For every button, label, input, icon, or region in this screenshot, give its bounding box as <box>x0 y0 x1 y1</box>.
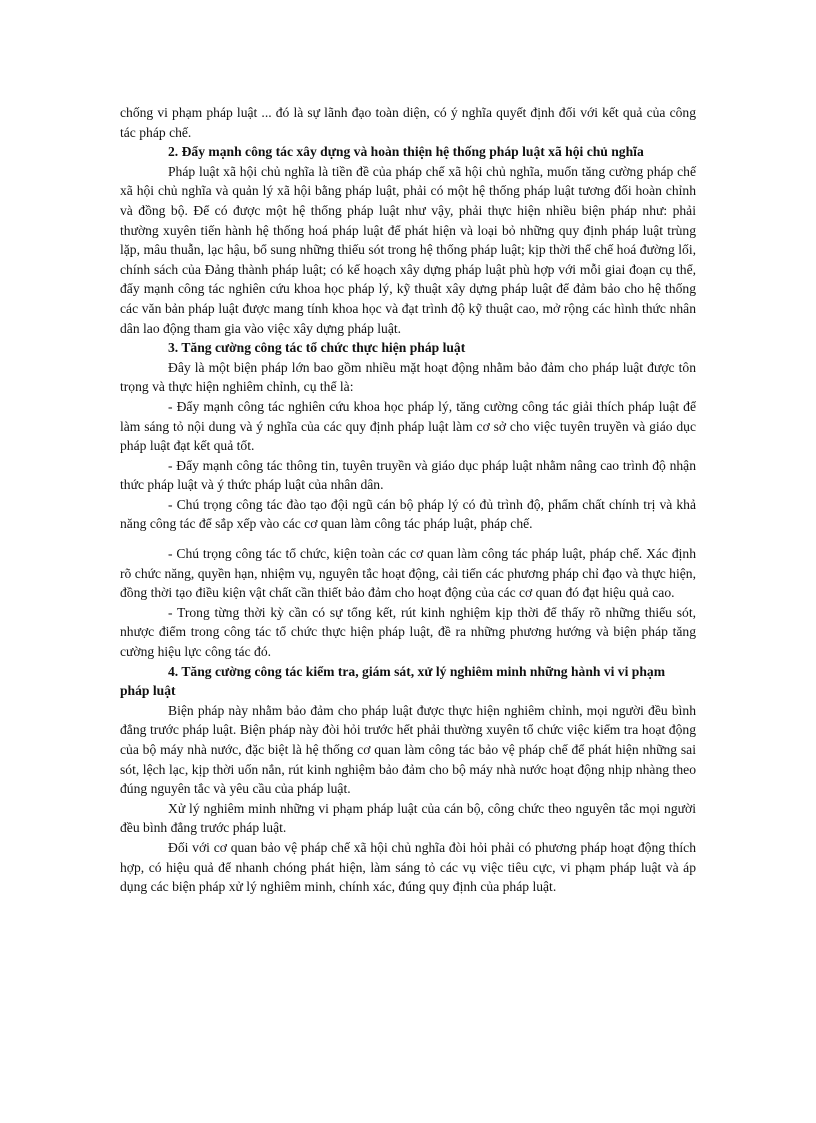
paragraph-section-4: Biện pháp này nhằm bảo đảm cho pháp luật được thực hiện nghiêm chỉnh, mọi người đều bình đẳng trước pháp luật. Biện pháp này đòi hỏi trước hết phải thường xuyên tổ chức việc kiểm tra hoạt động của bộ máy nhà nước, đặc biệt là hệ thống cơ quan làm công tác bảo vệ pháp chế để phát hiện những sai sót, lệch lạc, kịp thời uốn nắn, rút kinh nghiệm bảo đảm cho bộ máy nhà nước hoạt động nhịp nhàng theo đúng nguyên tắc và yêu cầu của pháp luật. <box>120 702 696 797</box>
paragraph-section-4-b: Xử lý nghiêm minh những vi phạm pháp luật của cán bộ, công chức theo nguyên tắc mọi người đều bình đẳng trước pháp luật. <box>120 800 696 836</box>
paragraph-section-3-item-2: - Đẩy mạnh công tác thông tin, tuyên truyền và giáo dục pháp luật nhằm nâng cao trình độ nhận thức pháp luật và ý thức pháp luật của nhân dân. <box>120 457 696 493</box>
paragraph-section-3: Đây là một biện pháp lớn bao gồm nhiều mặt hoạt động nhằm bảo đảm cho pháp luật được tôn trọng và thực hiện nghiêm chỉnh, cụ thể là: <box>120 359 696 395</box>
paragraph-section-3-item-4: - Chú trọng công tác tổ chức, kiện toàn các cơ quan làm công tác pháp luật, pháp chế. Xác định rõ chức năng, quyền hạn, nhiệm vụ, nguyên tắc hoạt động, cải tiến các phương pháp chỉ đạo và thực hiện, đồng thời tạo điều kiện vật chất cần thiết bảo đảm cho hoạt động của các cơ quan đó đạt hiệu quả cao. <box>120 546 696 601</box>
paragraph-section-4-c: Đối với cơ quan bảo vệ pháp chế xã hội chủ nghĩa đòi hỏi phải có phương pháp hoạt động thích hợp, có hiệu quả để nhanh chóng phát hiện, làm sáng tỏ các vụ việc tiêu cực, vi phạm pháp luật và áp dụng các biện pháp xử lý nghiêm minh, chính xác, đúng quy định của pháp luật. <box>120 839 696 895</box>
paragraph-section-3-item-3: - Chú trọng công tác đào tạo đội ngũ cán bộ pháp lý có đủ trình độ, phẩm chất chính trị và khả năng công tác để sắp xếp vào các cơ quan làm công tác pháp luật, pháp chế. <box>120 496 696 532</box>
heading-section-4: 4. Tăng cường công tác kiểm tra, giám sát, xử lý nghiêm minh những hành vi vi phạm pháp luật <box>120 663 666 699</box>
heading-section-2: 2. Đẩy mạnh công tác xây dựng và hoàn thiện hệ thống pháp luật xã hội chủ nghĩa <box>168 144 644 160</box>
heading-section-3: 3. Tăng cường công tác tổ chức thực hiện pháp luật <box>168 340 466 356</box>
paragraph-section-3-item-1: - Đẩy mạnh công tác nghiên cứu khoa học pháp lý, tăng cường công tác giải thích pháp luật để làm sáng tỏ nội dung và ý nghĩa của các quy định pháp luật làm cơ sở cho việc tuyên truyền và giáo dục pháp luật đạt kết quả tốt. <box>120 398 696 454</box>
paragraph-section-2: Pháp luật xã hội chủ nghĩa là tiền đề của pháp chế xã hội chủ nghĩa, muốn tăng cường pháp chế xã hội chủ nghĩa và quản lý xã hội bằng pháp luật, phải có một hệ thống pháp luật tương đối hoàn chỉnh và đồng bộ. Để có được một hệ thống pháp luật như vậy, phải thực hiện nhiều biện pháp như: phải thường xuyên tiến hành hệ thống hoá pháp luật để phát hiện và loại bỏ những quy định pháp luật trùng lặp, mâu thuẫn, lạc hậu, bổ sung những thiếu sót trong hệ thống pháp luật; kịp thời thể chế hoá đường lối, chính sách của Đảng thành pháp luật; có kế hoạch xây dựng pháp luật phù hợp với mỗi giai đoạn cụ thể, đẩy mạnh công tác nghiên cứu khoa học pháp lý, kỹ thuật xây dựng pháp luật để đảm bảo cho hệ thống các văn bản pháp luật được mang tính khoa học và đạt trình độ kỹ thuật cao, mở rộng các hình thức nhân dân lao động tham gia vào việc xây dựng pháp luật. <box>120 163 696 336</box>
document-page <box>120 103 696 897</box>
paragraph-intro: chống vi phạm pháp luật ... đó là sự lãnh đạo toàn diện, có ý nghĩa quyết định đối với kết quả của công tác pháp chế. <box>120 105 696 140</box>
paragraph-section-3-item-5: - Trong từng thời kỳ cần có sự tổng kết, rút kinh nghiệm kịp thời để thấy rõ những thiếu sót, nhược điểm trong công tác tổ chức thực hiện pháp luật, đề ra những phương hướng và biện pháp tăng cường hiệu lực công tác đó. <box>120 604 696 660</box>
